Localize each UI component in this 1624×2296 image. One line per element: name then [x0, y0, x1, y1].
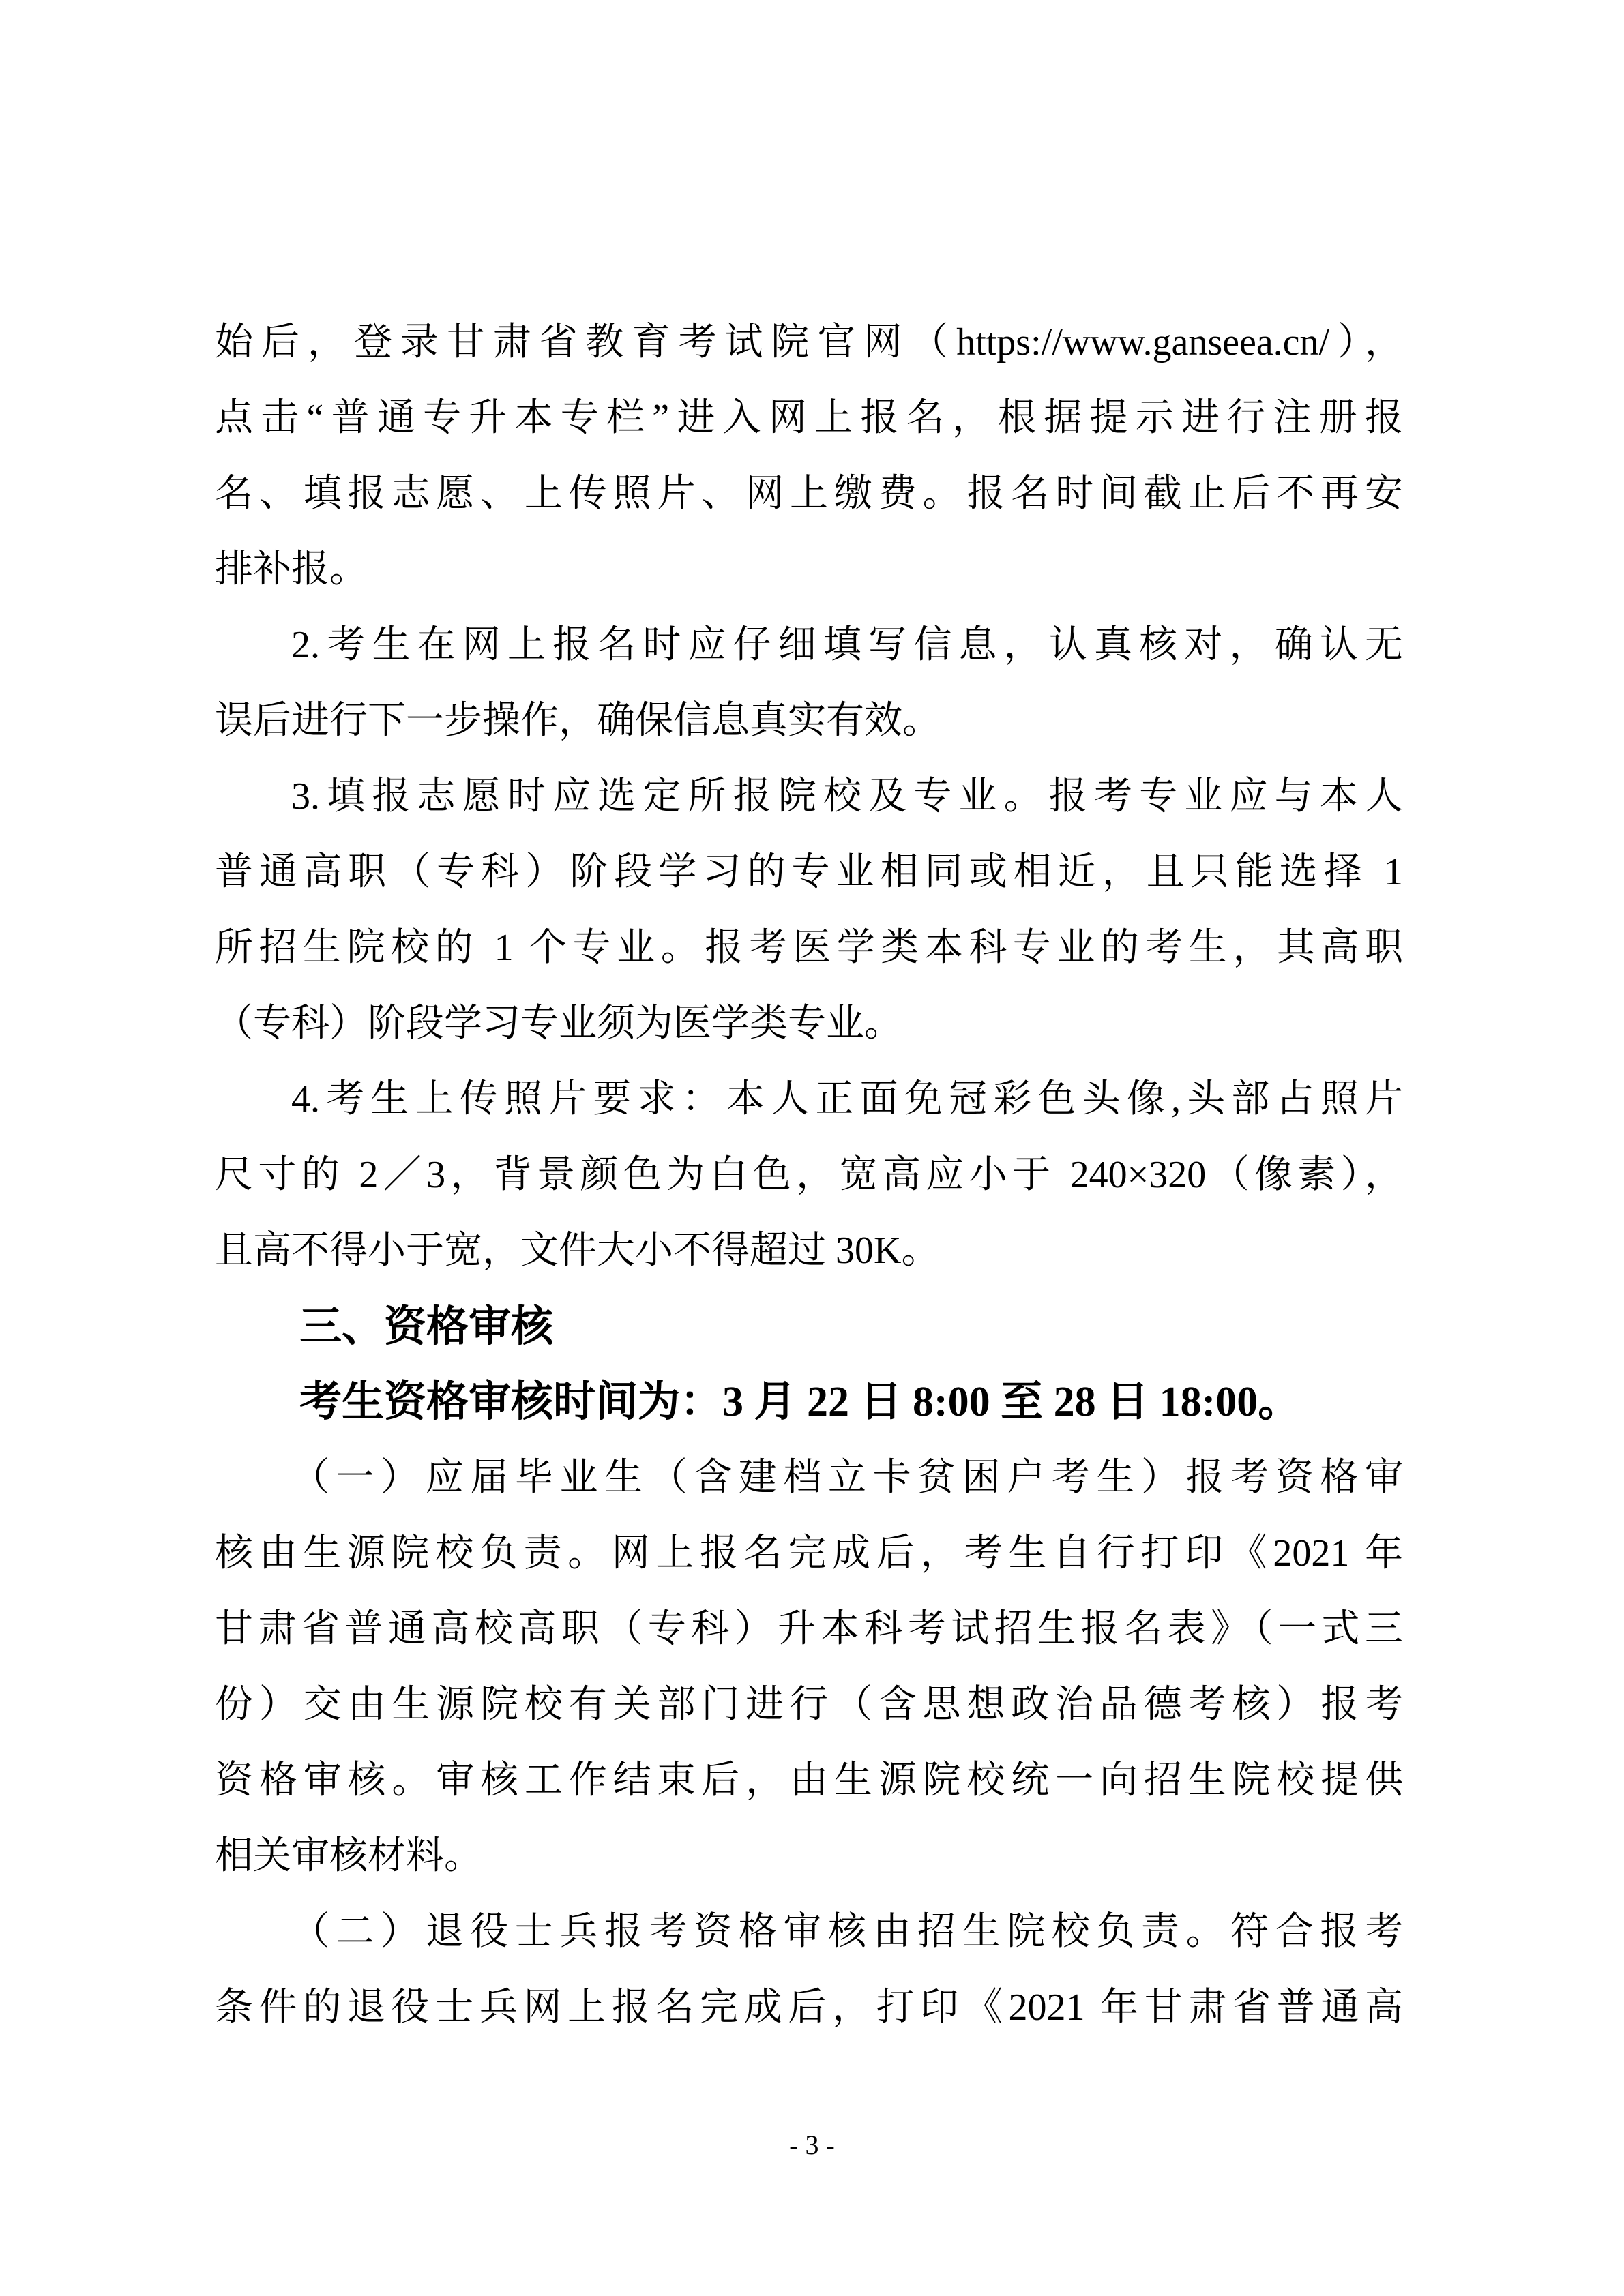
- body-line: 普通高职（专科）阶段学习的专业相同或相近，且只能选择 1: [215, 851, 1403, 893]
- body-line: 份）交由生源院校有关部门进行（含思想政治品德考核）报考: [215, 1684, 1403, 1726]
- schedule-line: 考生资格审核时间为：3 月 22 日 8:00 至 28 日 18:00。: [299, 1379, 1301, 1425]
- body-line: 尺寸的 2／3，背景颜色为白色，宽高应小于 240×320（像素），: [215, 1154, 1403, 1196]
- page-number: - 3 -: [789, 2130, 835, 2160]
- document-body: [215, 305, 1403, 2046]
- body-line: 3.填报志愿时应选定所报院校及专业。报考专业应与本人: [291, 775, 1403, 818]
- body-line: 2.考生在网上报名时应仔细填写信息，认真核对，确认无: [291, 624, 1403, 666]
- body-line: 排补报。: [215, 548, 368, 591]
- body-line: 始后，登录甘肃省教育考试院官网（https://www.ganseea.cn/），: [215, 321, 1403, 363]
- body-line: 相关审核材料。: [215, 1835, 482, 1877]
- body-line: 名、填报志愿、上传照片、网上缴费。报名时间截止后不再安: [215, 473, 1403, 515]
- body-line: （二）退役士兵报考资格审核由招生院校负责。符合报考: [291, 1911, 1403, 1953]
- body-line: 所招生院校的 1 个专业。报考医学类本科专业的考生，其高职: [215, 927, 1403, 969]
- body-line: 核由生源院校负责。网上报名完成后，考生自行打印《2021 年: [215, 1532, 1403, 1575]
- body-line: 误后进行下一步操作，确保信息真实有效。: [215, 700, 941, 742]
- body-line: （一）应届毕业生（含建档立卡贫困户考生）报考资格审: [291, 1457, 1403, 1499]
- section-heading: 三、资格审核: [299, 1303, 554, 1350]
- body-line: 甘肃省普通高校高职（专科）升本科考试招生报名表》（一式三: [215, 1608, 1403, 1650]
- body-line: 4.考生上传照片要求：本人正面免冠彩色头像,头部占照片: [291, 1078, 1403, 1120]
- body-line: 条件的退役士兵网上报名完成后，打印《2021 年甘肃省普通高: [215, 1986, 1403, 2029]
- body-line: 点击“普通专升本专栏”进入网上报名，根据提示进行注册报: [215, 397, 1403, 439]
- body-line: （专科）阶段学习专业须为医学类专业。: [215, 1002, 902, 1045]
- body-line: 资格审核。审核工作结束后，由生源院校统一向招生院校提供: [215, 1759, 1403, 1802]
- body-line: 且高不得小于宽，文件大小不得超过 30K。: [215, 1229, 940, 1272]
